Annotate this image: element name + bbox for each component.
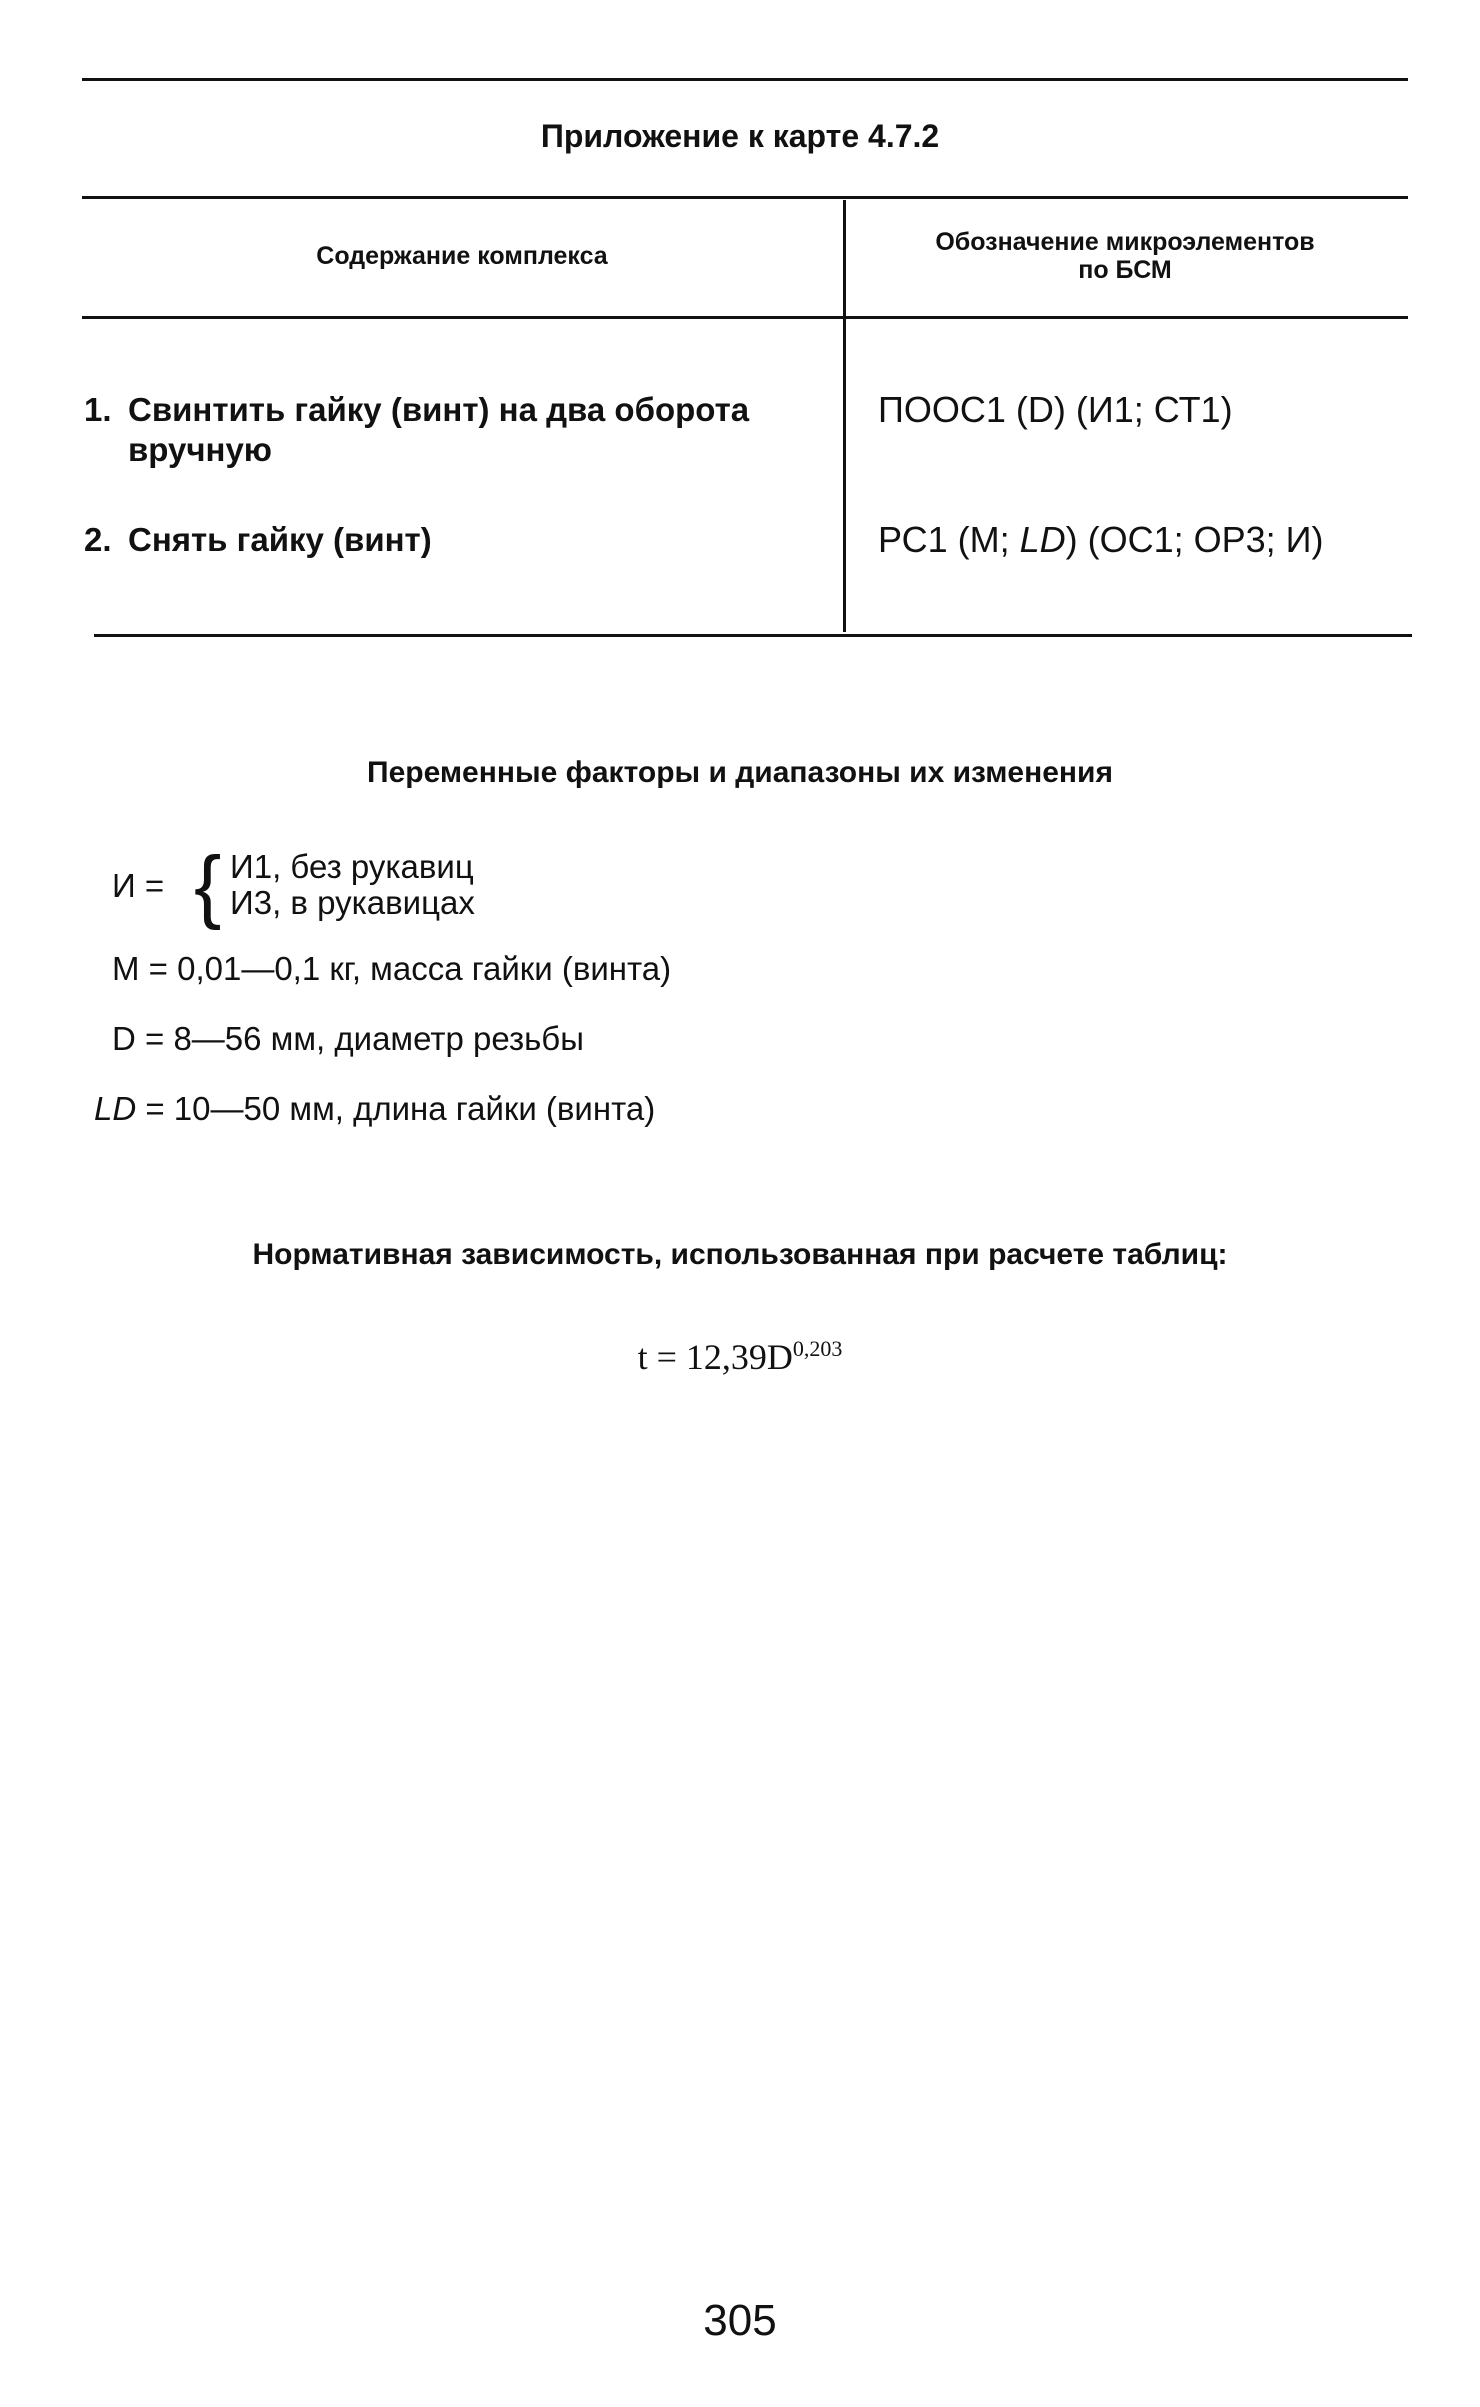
table-row-2-content	[84, 520, 832, 560]
table-bottom-rule	[94, 634, 1412, 637]
variable-i-options	[230, 849, 730, 921]
row-2-number: 2.	[84, 521, 112, 558]
row-2-content-line1: Снять гайку (винт)	[128, 521, 432, 558]
variable-i-option-2: И3, в рукавицах	[230, 884, 475, 921]
top-rule	[82, 78, 1408, 81]
dependency-text: Нормативная зависимость, использованная при расчете таблиц:	[252, 1238, 1228, 1271]
variable-d: D = 8—56 мм, диаметр резьбы	[112, 1020, 584, 1057]
variables-heading: Переменные факторы и диапазоны их изменения	[367, 756, 1113, 789]
page-number: 305	[703, 2296, 777, 2345]
row-1-content-line2: вручную	[128, 431, 272, 468]
table-row-1-designation: ПООС1 (D) (И1; СТ1)	[878, 389, 1233, 430]
formula-base: t = 12,39D	[637, 1337, 793, 1377]
row-2-designation-part2: ) (ОС1; ОР3; И)	[1065, 519, 1324, 560]
header-designation	[845, 200, 1405, 312]
row-1-number: 1.	[84, 391, 112, 428]
variable-m: М = 0,01—0,1 кг, масса гайки (винта)	[112, 950, 672, 987]
header-designation-line1: Обозначение микроэлементов	[935, 228, 1315, 256]
formula-exponent: 0,203	[792, 1336, 843, 1361]
header-designation-line2: по БСМ	[1078, 256, 1172, 284]
table-row-2-designation	[878, 520, 1408, 560]
variable-i-option-1: И1, без рукавиц	[230, 848, 474, 885]
variable-ld	[94, 1090, 655, 1128]
header-content: Содержание комплекса	[316, 241, 608, 270]
row-1-content-line1: Свинтить гайку (винт) на два оборота	[128, 391, 750, 428]
table-row-1-content	[84, 390, 832, 470]
row-2-designation-part1: РС1 (М;	[878, 519, 1020, 560]
variable-ld-text: = 10—50 мм, длина гайки (винта)	[136, 1090, 656, 1127]
table-header-rule	[82, 316, 1408, 319]
formula	[0, 1336, 1480, 1378]
left-brace-glyph: {	[194, 840, 222, 931]
row-2-designation-italic: LD	[1019, 519, 1066, 560]
variable-i-symbol: И =	[112, 867, 165, 904]
table-top-rule	[82, 196, 1408, 199]
variable-ld-symbol: LD	[94, 1090, 137, 1127]
appendix-title: Приложение к карте 4.7.2	[540, 118, 940, 154]
